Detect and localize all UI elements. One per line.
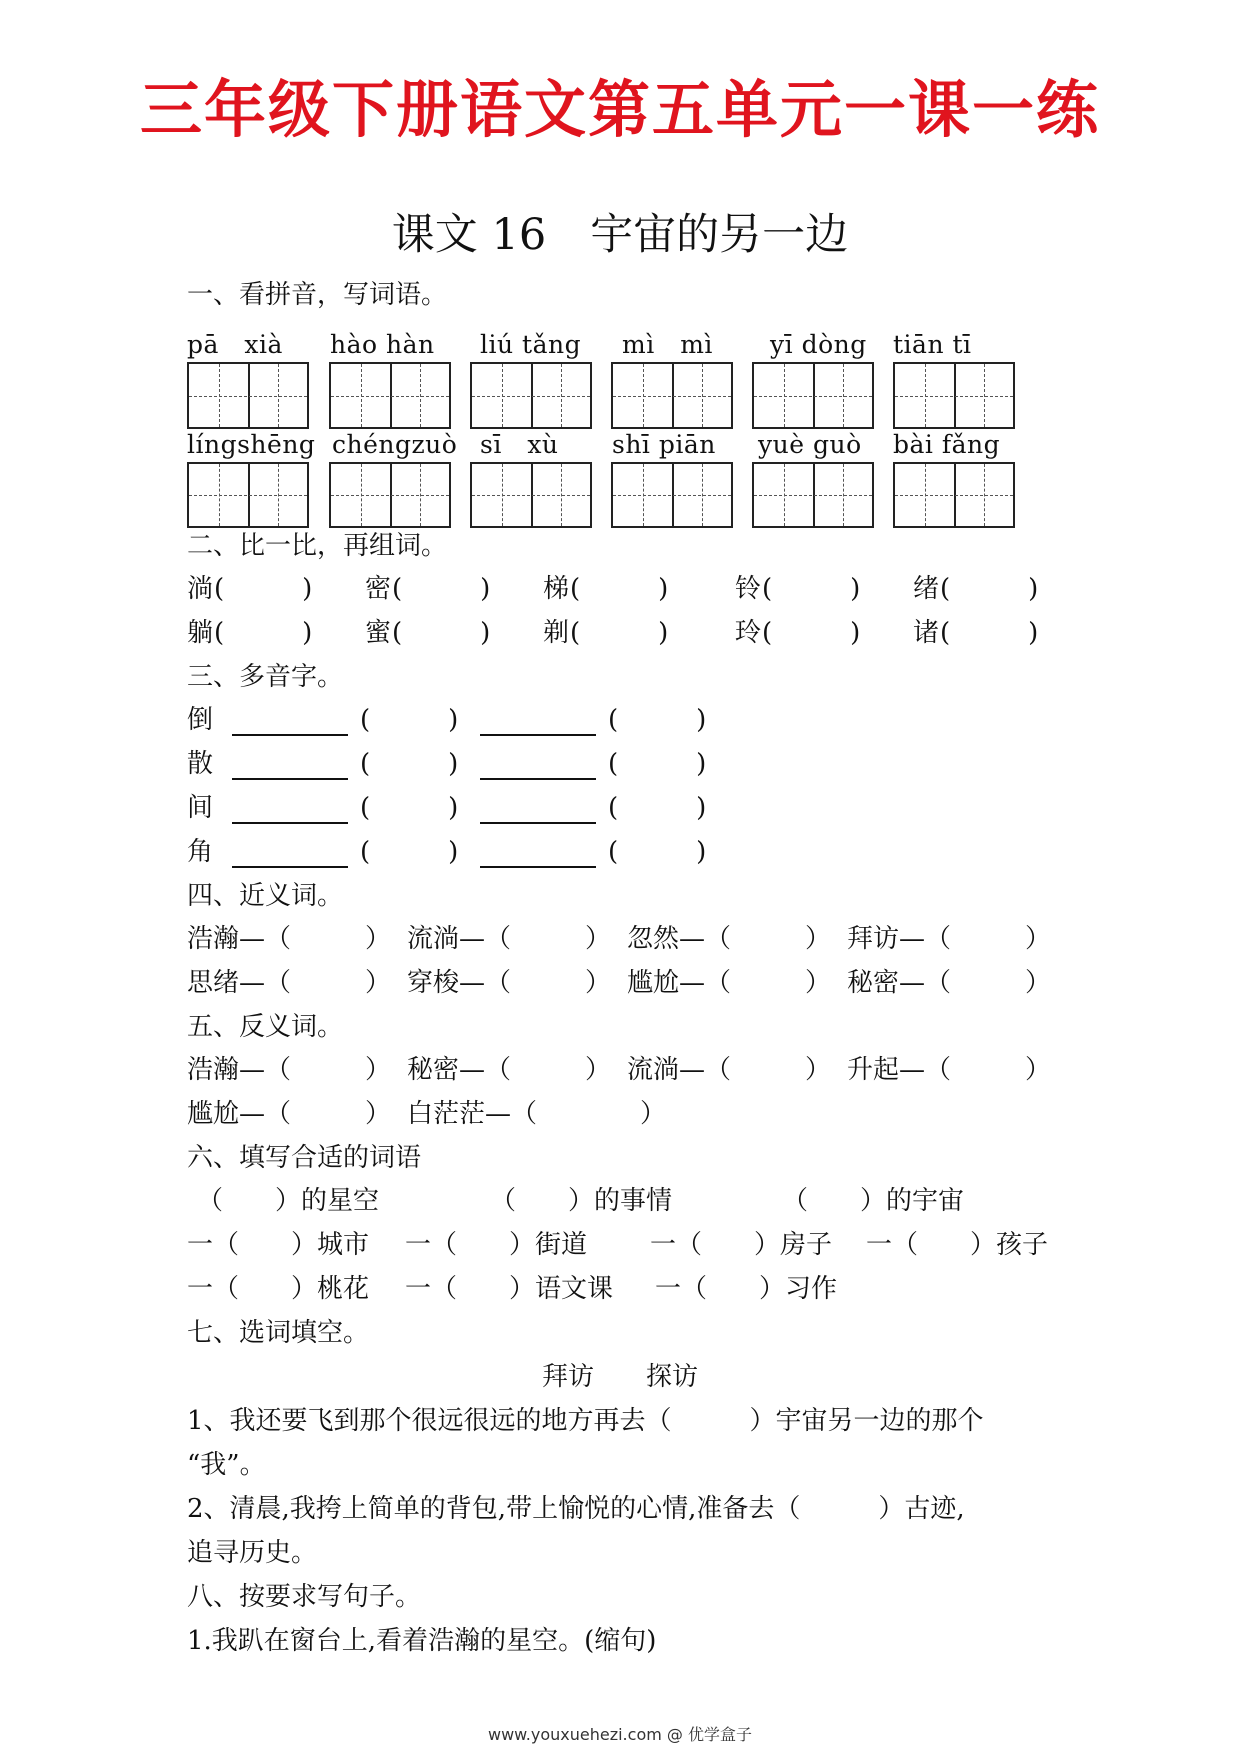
answer-blank[interactable]: ( )	[608, 837, 707, 867]
pinyin-label: shī piān	[612, 430, 716, 459]
compare-char: 剃	[543, 618, 570, 648]
writing-grid[interactable]	[752, 462, 874, 528]
answer-blank[interactable]: ( )	[360, 793, 459, 823]
polyphone-char: 间	[187, 793, 214, 823]
compare-char: 绪	[913, 574, 940, 604]
pinyin-label: chéngzuò	[332, 430, 458, 459]
phrase-item[interactable]: （ ）的宇宙	[782, 1186, 965, 1216]
close-paren[interactable]: ）	[640, 1099, 667, 1129]
fill-line[interactable]	[480, 734, 596, 736]
question-7-2-cont: 追寻历史。	[187, 1538, 318, 1568]
footer-watermark: www.youxuehezi.com @ 优学盒子	[488, 1725, 752, 1744]
question-7-1-cont: “我”。	[187, 1450, 266, 1480]
answer-blank[interactable]: ( )	[762, 574, 861, 604]
close-paren[interactable]: ）	[585, 924, 612, 954]
pinyin-label: bài fǎng	[893, 430, 1001, 459]
pinyin-label: pā xià	[187, 330, 283, 359]
compare-char: 躺	[187, 618, 214, 648]
compare-char: 蜜	[365, 618, 392, 648]
fill-line[interactable]	[480, 822, 596, 824]
question-7-2: 2、清晨,我挎上简单的背包,带上愉悦的心情,准备去（ ）古迹,	[187, 1494, 965, 1524]
phrase-item[interactable]: 一（ ）语文课	[405, 1274, 614, 1304]
fill-line[interactable]	[480, 866, 596, 868]
writing-grid[interactable]	[893, 362, 1015, 429]
writing-grid[interactable]	[329, 462, 451, 528]
compare-char: 铃	[735, 574, 762, 604]
close-paren[interactable]: ）	[1025, 968, 1052, 998]
answer-blank[interactable]: ( )	[392, 618, 491, 648]
pinyin-label: hào hàn	[330, 330, 435, 359]
close-paren[interactable]: ）	[805, 924, 832, 954]
antonym-item: 尴尬—（	[187, 1099, 292, 1129]
answer-blank[interactable]: ( )	[392, 574, 491, 604]
lesson-title	[0, 205, 1240, 265]
phrase-item[interactable]: 一（ ）习作	[655, 1274, 838, 1304]
close-paren[interactable]: ）	[365, 1055, 392, 1085]
antonym-item: 流淌—（	[627, 1055, 732, 1085]
phrase-item[interactable]: （ ）的事情	[490, 1186, 673, 1216]
writing-grid[interactable]	[752, 362, 874, 429]
phrase-item[interactable]: 一（ ）桃花	[187, 1274, 370, 1304]
fill-line[interactable]	[232, 778, 348, 780]
synonym-item: 尴尬—（	[627, 968, 732, 998]
answer-blank[interactable]: ( )	[762, 618, 861, 648]
section-8-heading: 八、按要求写句子。	[187, 1582, 422, 1612]
writing-grid[interactable]	[611, 462, 733, 528]
question-8-1: 1.我趴在窗台上,看着浩瀚的星空。(缩句)	[187, 1626, 657, 1656]
lesson-number: 课文 16	[391, 210, 547, 260]
answer-blank[interactable]: ( )	[608, 749, 707, 779]
section-5-heading: 五、反义词。	[187, 1012, 344, 1042]
word-options: 拜访 探访	[541, 1362, 698, 1392]
pinyin-label: liú tǎng	[480, 330, 582, 359]
answer-blank[interactable]: ( )	[360, 837, 459, 867]
synonym-item: 浩瀚—（	[187, 924, 292, 954]
close-paren[interactable]: ）	[805, 968, 832, 998]
writing-grid[interactable]	[470, 462, 592, 528]
answer-blank[interactable]: ( )	[608, 705, 707, 735]
polyphone-char: 倒	[187, 705, 214, 735]
writing-grid[interactable]	[470, 362, 592, 429]
answer-blank[interactable]: ( )	[214, 618, 313, 648]
synonym-item: 秘密—（	[847, 968, 952, 998]
pinyin-label: língshēng	[187, 430, 316, 459]
polyphone-char: 角	[187, 837, 214, 867]
phrase-item[interactable]: 一（ ）孩子	[866, 1230, 1049, 1260]
compare-char: 玲	[735, 618, 762, 648]
antonym-item: 白茫茫—（	[407, 1099, 538, 1129]
antonym-item: 升起—（	[847, 1055, 952, 1085]
close-paren[interactable]: ）	[1025, 924, 1052, 954]
polyphone-char: 散	[187, 749, 214, 779]
section-7-heading: 七、选词填空。	[187, 1318, 370, 1348]
close-paren[interactable]: ）	[365, 924, 392, 954]
compare-char: 梯	[543, 574, 570, 604]
section-3-heading: 三、多音字。	[187, 662, 344, 692]
section-2-heading: 二、比一比，再组词。	[187, 531, 448, 561]
fill-line[interactable]	[232, 866, 348, 868]
writing-grid[interactable]	[187, 462, 309, 528]
fill-line[interactable]	[232, 734, 348, 736]
pinyin-label: yuè guò	[758, 430, 862, 459]
close-paren[interactable]: ）	[365, 1099, 392, 1129]
close-paren[interactable]: ）	[1025, 1055, 1052, 1085]
antonym-item: 秘密—（	[407, 1055, 512, 1085]
section-4-heading: 四、近义词。	[187, 881, 344, 911]
writing-grid[interactable]	[611, 362, 733, 429]
section-1-heading: 一、看拼音，写词语。	[187, 280, 448, 310]
writing-grid[interactable]	[893, 462, 1015, 528]
writing-grid[interactable]	[187, 362, 309, 429]
synonym-item: 思绪—（	[187, 968, 292, 998]
synonym-item: 流淌—（	[407, 924, 512, 954]
lesson-name: 宇宙的另一边	[590, 210, 849, 260]
fill-line[interactable]	[232, 822, 348, 824]
synonym-item: 忽然—（	[627, 924, 732, 954]
close-paren[interactable]: ）	[365, 968, 392, 998]
phrase-item[interactable]: （ ）的星空	[197, 1186, 380, 1216]
phrase-item[interactable]: 一（ ）房子	[650, 1230, 833, 1260]
phrase-item[interactable]: 一（ ）街道	[405, 1230, 588, 1260]
phrase-item[interactable]: 一（ ）城市	[187, 1230, 370, 1260]
writing-grid[interactable]	[329, 362, 451, 429]
answer-blank[interactable]: ( )	[570, 574, 669, 604]
compare-char: 密	[365, 574, 392, 604]
answer-blank[interactable]: ( )	[214, 574, 313, 604]
answer-blank[interactable]: ( )	[360, 749, 459, 779]
synonym-item: 穿梭—（	[407, 968, 512, 998]
close-paren[interactable]: ）	[805, 1055, 832, 1085]
fill-line[interactable]	[480, 778, 596, 780]
question-7-1: 1、我还要飞到那个很远很远的地方再去（ ）宇宙另一边的那个	[187, 1406, 984, 1436]
compare-char: 诸	[913, 618, 940, 648]
answer-blank[interactable]: ( )	[360, 705, 459, 735]
pinyin-label: yī dòng	[770, 330, 867, 359]
close-paren[interactable]: ）	[585, 968, 612, 998]
answer-blank[interactable]: ( )	[940, 574, 1039, 604]
answer-blank[interactable]: ( )	[570, 618, 669, 648]
antonym-item: 浩瀚—（	[187, 1055, 292, 1085]
compare-char: 淌	[187, 574, 214, 604]
answer-blank[interactable]: ( )	[940, 618, 1039, 648]
main-title: 三年级下册语文第五单元一课一练	[139, 73, 1100, 146]
synonym-item: 拜访—（	[847, 924, 952, 954]
section-6-heading: 六、填写合适的词语	[187, 1143, 422, 1173]
close-paren[interactable]: ）	[585, 1055, 612, 1085]
pinyin-label: sī xù	[480, 430, 559, 459]
pinyin-label: mì mì	[622, 330, 713, 359]
pinyin-label: tiān tī	[893, 330, 972, 359]
answer-blank[interactable]: ( )	[608, 793, 707, 823]
